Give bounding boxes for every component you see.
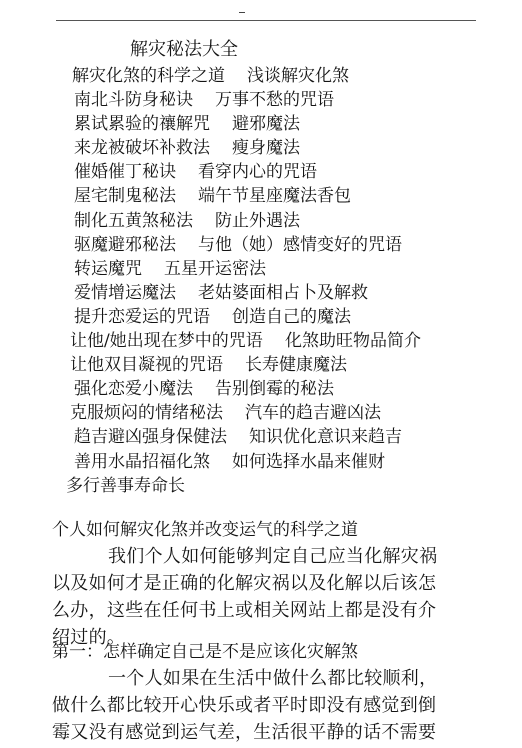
- toc-entry-left: 强化恋爱小魔法: [74, 379, 193, 400]
- paragraph-line: 以及如何才是正确的化解灾祸以及化解以后该怎: [52, 573, 437, 594]
- toc-entry-right: 如何选择水晶来催财: [232, 451, 385, 472]
- toc-entry-right: 创造自己的魔法: [232, 306, 351, 327]
- toc-row: [0, 281, 522, 305]
- toc-entry-left: 克服烦闷的情绪秘法: [70, 403, 223, 424]
- toc-entry-right: 万事不愁的咒语: [215, 90, 334, 111]
- toc-entry-left: 趋吉避凶强身保健法: [74, 427, 227, 448]
- paragraph-line: 我们个人如何能够判定自己应当化解灾祸: [108, 546, 438, 567]
- toc-entry-left: 累试累验的禳解咒: [74, 114, 210, 135]
- toc-row: [0, 209, 522, 233]
- toc-entry-right: 看穿内心的咒语: [198, 162, 317, 183]
- toc-row: [0, 377, 522, 401]
- paragraph-line: 做什么都比较开心快乐或者平时即没有感觉到倒: [52, 695, 437, 716]
- toc-row: [0, 305, 522, 329]
- toc-entry-right: 浅谈解灾化煞: [247, 66, 349, 86]
- toc-row: [0, 112, 522, 136]
- toc-row: [0, 450, 522, 474]
- toc-entry-left: 让他双目凝视的咒语: [70, 355, 223, 376]
- paragraph-line: 么办，这些在任何书上或相关网站上都是没有介: [52, 600, 437, 621]
- toc-row: [0, 401, 522, 425]
- toc-entry-right: 五星开运密法: [164, 258, 266, 279]
- toc-entry-left: 南北斗防身秘诀: [74, 90, 193, 111]
- paragraph-line: 一个人如果在生活中做什么都比较顺利，: [108, 668, 438, 689]
- toc-entry-right: 告别倒霉的秘法: [215, 379, 334, 400]
- toc-entry-left: 转运魔咒: [74, 258, 142, 279]
- toc-entry-right: 防止外遇法: [215, 210, 300, 231]
- toc-entry-left: 爱情增运魔法: [74, 282, 176, 303]
- toc-row: [0, 233, 522, 257]
- toc-row: [0, 88, 522, 112]
- toc-row: [0, 329, 522, 353]
- body-paragraph: [52, 665, 482, 746]
- toc-entry-left: 解灾化煞的科学之道: [72, 66, 225, 86]
- toc-title: 解灾秘法大全: [130, 39, 238, 60]
- toc-entry-left: 多行善事寿命长: [66, 475, 185, 496]
- intro-paragraph: [52, 543, 482, 651]
- subsection-heading: 第一：怎样确定自己是不是应该化灾解煞: [52, 642, 358, 662]
- toc-entry-right: 汽车的趋吉避凶法: [245, 403, 381, 424]
- toc-row: [0, 64, 522, 88]
- toc-entry-left: 催婚催丁秘诀: [74, 162, 176, 183]
- toc-row: [0, 353, 522, 377]
- toc-entry-right: 避邪魔法: [232, 114, 300, 135]
- toc-row: [0, 136, 522, 160]
- header-mark: [239, 12, 245, 13]
- paragraph-line: 霉又没有感觉到运气差，生活很平静的话不需要: [52, 722, 437, 743]
- toc-entry-right: 化煞助旺物品简介: [285, 331, 421, 352]
- toc-entry-left: 让他/她出现在梦中的咒语: [70, 331, 263, 352]
- toc-entry-left: 驱魔避邪秘法: [74, 234, 176, 255]
- toc-entry-right: 瘦身魔法: [232, 138, 300, 159]
- toc-entry-right: 知识优化意识来趋吉: [249, 427, 402, 448]
- header-rule: [56, 20, 476, 21]
- toc-entry-right: 长寿健康魔法: [245, 355, 347, 376]
- toc-entry-right: 与他（她）感情变好的咒语: [198, 234, 402, 255]
- paragraph-line: 绍过的。: [52, 627, 126, 648]
- toc-entry-left: 屋宅制鬼秘法: [74, 186, 176, 207]
- toc-entry-left: 提升恋爱运的咒语: [74, 306, 210, 327]
- toc-row: [0, 184, 522, 208]
- toc-entry-left: 制化五黄煞秘法: [74, 210, 193, 231]
- section-heading: 个人如何解灾化煞并改变运气的科学之道: [52, 520, 358, 540]
- toc-entry-right: 端午节星座魔法香包: [198, 186, 351, 207]
- toc-entry-left: 来龙被破坏补救法: [74, 138, 210, 159]
- toc-entry-right: 老姑婆面相占卜及解救: [198, 282, 368, 303]
- toc-row: [0, 257, 522, 281]
- toc-row: [0, 425, 522, 449]
- toc-row: [0, 160, 522, 184]
- toc-entry-left: 善用水晶招福化煞: [74, 451, 210, 472]
- table-of-contents: [0, 64, 522, 498]
- toc-row: [0, 474, 522, 498]
